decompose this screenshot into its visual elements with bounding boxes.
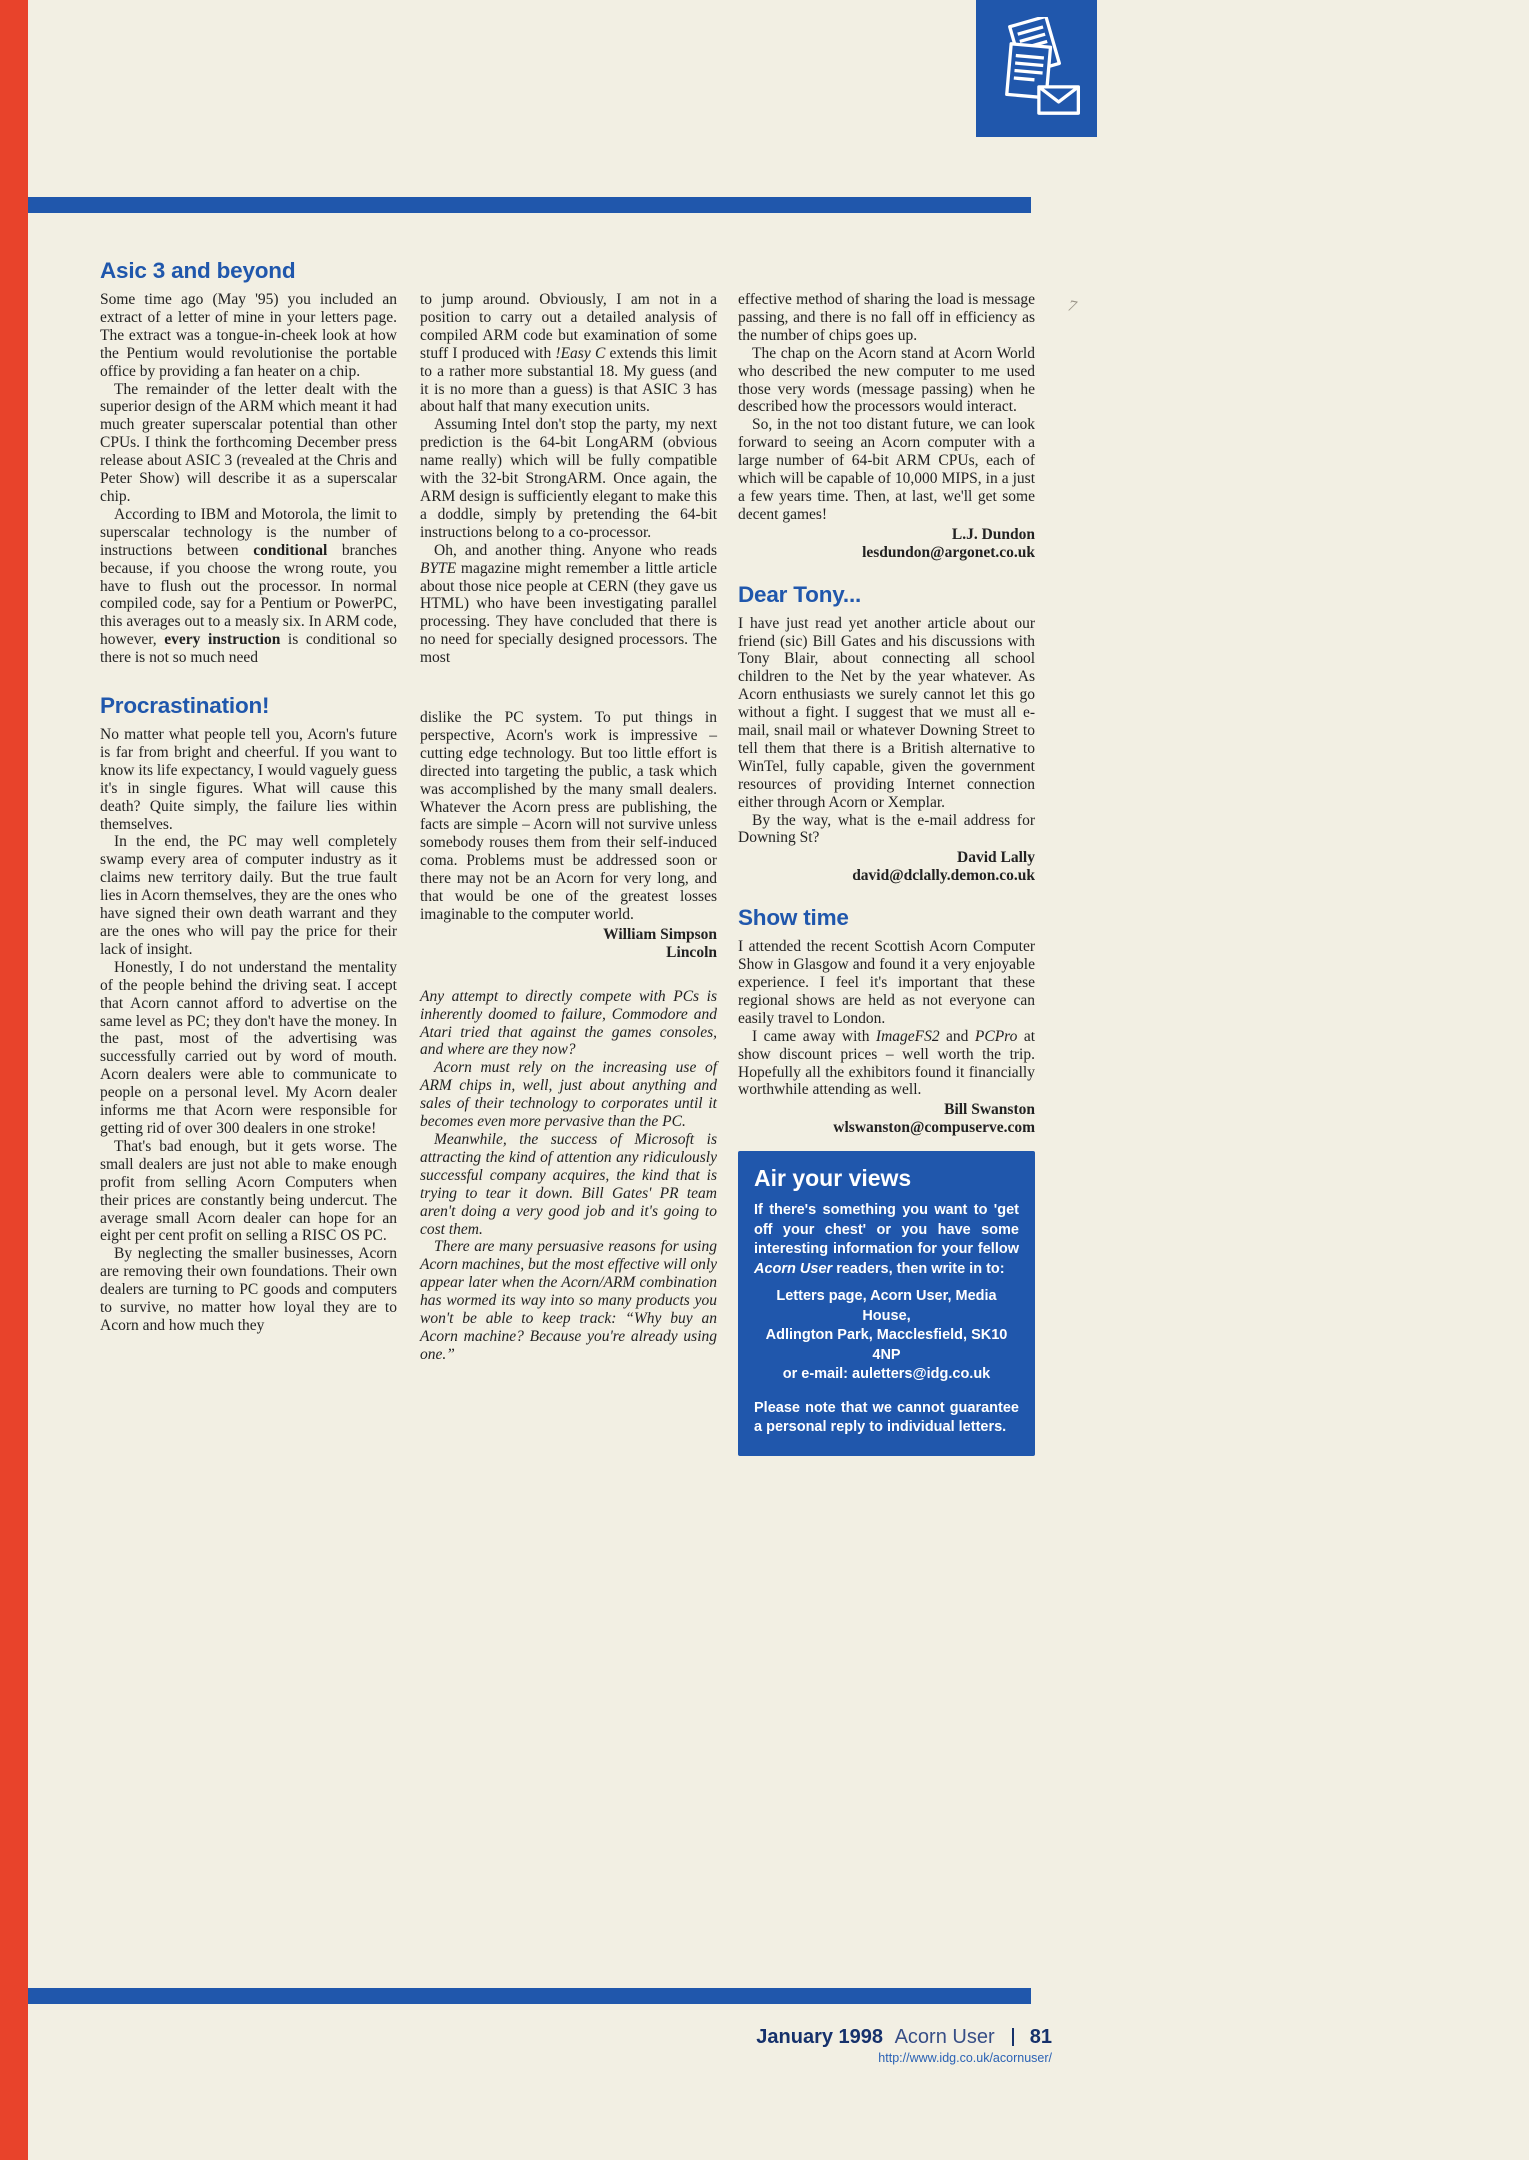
footer-magazine-name: Acorn User: [894, 2026, 995, 2048]
text-run: If there's something you want to 'get off your chest' or you have some interesting information for your fellow: [754, 1202, 1019, 1258]
footer-divider: [1012, 2028, 1014, 2046]
letters-postal-address: [754, 1287, 1019, 1385]
paragraph: dislike the PC system. To put things in perspective, Acorn's work is impressive – cutting edge technology. But too little effort is directed into targeting the public, a task which was accomplished by the many small dealers. Whatever the Acorn press are publishing, the facts are simple – Acorn will not survive unless somebody rouses them from their self-induced coma. Problems must be addressed soon or there may not be an Acorn for very long, and that would be one of the greatest losses imaginable to the computer world.: [420, 709, 717, 923]
footer-issue: January 1998: [756, 2026, 884, 2048]
paragraph: By neglecting the smaller businesses, Acorn are removing their own foundations. Their own dealers are turning to PC goods and computers to survive, no matter how loyal they are to Acorn and how much they: [100, 1245, 397, 1334]
letter-signature: Bill Swanston: [944, 1101, 1035, 1119]
letters-section-badge: [976, 0, 1097, 137]
paragraph: By the way, what is the e-mail address for Downing St?: [738, 811, 1035, 847]
documents-envelope-icon: [990, 17, 1084, 121]
paragraph: The chap on the Acorn stand at Acorn World who described the new computer to me used those very words (message passing) when he described how the processors would interact.: [738, 344, 1035, 416]
top-rule: [28, 197, 1031, 213]
paragraph: Some time ago (May '95) you included an extract of a letter of mine in your letters page. The extract was a tongue-in-cheek look at how the Pentium would revolutionise the portable office by providing a fan heater on a chip.: [100, 291, 397, 380]
air-your-views-note: Please note that we cannot guarantee a personal reply to individual letters.: [754, 1399, 1019, 1436]
letter-signature-email: lesdundon@argonet.co.uk: [862, 543, 1035, 561]
column-right: [738, 291, 1035, 1456]
paragraph: There are many persuasive reasons for using Acorn machines, but the most effective will only appear later when the Acorn/ARM combination has wormed its way into so many products you won't be able to keep track: “Why buy an Acorn machine? Because you're already using one.”: [420, 1238, 718, 1363]
paragraph: Honestly, I do not understand the mentality of the people behind the driving seat. I accept that Acorn cannot afford to advertise on the same level as PC; they don't have the money. In the past, most of the advertising was successfully carried out by word of mouth. Acorn dealers were able to communicate to people on a personal level. My Acorn dealer informs me that Acorn were responsible for getting rid of over 300 dealers in one stroke!: [100, 958, 397, 1137]
text-run: is conditional so there is not so much need: [100, 631, 398, 667]
italic-term: !Easy C: [555, 344, 606, 362]
column-left: [100, 258, 397, 1335]
paragraph: In the end, the PC may well completely swamp every area of computer industry as it claims new territory daily. But the true fault lies in Acorn themselves, they are the ones who have signed their own death warrant and they are the ones who will pay the price for their lack of insight.: [100, 833, 397, 958]
address-line: Letters page, Acorn User, Media House,: [776, 1288, 997, 1324]
pencil-mark: 7: [1066, 297, 1078, 316]
paragraph: Any attempt to directly compete with PCs is inherently doomed to failure, Commodore and Atari tried that against the games consoles, and where are they now?: [420, 987, 717, 1059]
paragraph: [420, 291, 717, 416]
paragraph: Assuming Intel don't stop the party, my next prediction is the 64-bit LongARM (obvious name really) which will be fully compatible with the 32-bit StrongARM. Once again, the ARM design is sufficiently elegant to make this a doddle, simply by pretending the 64-bit instructions belong to a co-processor.: [420, 416, 717, 541]
paragraph: [738, 1028, 1035, 1100]
letter-show-time: [738, 905, 1035, 1137]
paragraph: That's bad enough, but it gets worse. The small dealers are just not able to make enough profit from selling Acorn Computers when their prices are constantly being undercut. The average small Acorn dealer can hope for an eight per cent profit on selling a RISC OS PC.: [100, 1137, 397, 1245]
column-middle: [420, 291, 717, 1364]
air-your-views-title: Air your views: [754, 1165, 912, 1192]
letter-signature: William Simpson: [603, 925, 717, 943]
paragraph: effective method of sharing the load is message passing, and there is no fall off in efficiency as the number of chips goes up.: [738, 291, 1035, 344]
footer-issue-line: [28, 2026, 1052, 2049]
page-footer: [28, 2026, 1052, 2065]
text-run: According to IBM and Motorola, the limit to superscalar technology is the number of instructions between: [100, 505, 397, 559]
paragraph: The remainder of the letter dealt with the superior design of the ARM which meant it had much greater superscalar potential than other CPUs. I think the forthcoming December press release about ASIC 3 (revealed at the Chris and Peter Show) will describe it as a superscalar chip.: [100, 380, 397, 505]
paragraph: Meanwhile, the success of Microsoft is attracting the kind of attention any ridiculously successful company acquires, the kind that is trying to tear it down. Bill Gates' PR team aren't doing a very good job and it's going to cost them.: [420, 1130, 717, 1238]
text-run: extends this limit to a rather more substantial 18. My guess (and it is no more than a guess) is that ASIC 3 has about half that many execution units.: [420, 344, 717, 416]
letter-procrastination-col2: [420, 709, 717, 1364]
address-email-line: or e-mail: auletters@idg.co.uk: [782, 1366, 991, 1383]
text-run: and: [939, 1027, 975, 1045]
paragraph: [420, 542, 717, 667]
text-run: readers, then write in to:: [832, 1260, 1005, 1277]
letter-signature: L.J. Dundon: [951, 525, 1035, 543]
text-run: at show discount prices – well worth the trip. Hopefully all the exhibitors found it financially worthwhile attending as well.: [738, 1027, 1036, 1099]
letter-signature-email: david@dclally.demon.co.uk: [852, 867, 1035, 885]
bold-term: every instruction: [164, 631, 281, 649]
italic-term: PCPro: [974, 1027, 1018, 1045]
text-run: I came away with: [752, 1027, 876, 1045]
text-run: Oh, and another thing. Anyone who reads: [434, 541, 717, 559]
letter-asic3-col1: [100, 258, 397, 667]
footer-page-number: 81: [1029, 2026, 1052, 2048]
air-your-views-box: [738, 1151, 1035, 1456]
italic-term: ImageFS2: [875, 1027, 940, 1045]
paragraph: Acorn must rely on the increasing use of ARM chips in, well, just about anything and sales of their technology to corporates until it becomes even more pervasive than the PC.: [420, 1059, 717, 1131]
letter-signature-location: Lincoln: [666, 943, 717, 961]
letter-dear-tony: [738, 582, 1035, 886]
bold-term: conditional: [253, 541, 328, 559]
paragraph: [100, 506, 397, 667]
text-run: branches because, if you choose the wrong route, you have to flush out the processor. In normal compiled code, say for a Pentium or PowerPC, this averages out to a measly six. In ARM code, however,: [100, 541, 397, 649]
letter-asic3-col3: [738, 291, 1035, 562]
paragraph: I have just read yet another article about our friend (sic) Bill Gates and his discussions with Tony Blair, about connecting all school children to the Net by the year whatever. As Acorn enthusiasts we surely cannot let this go without a fight. I suggest that we must all e-mail, snail mail or whatever Downing Street to tell them that there is a British alternative to WinTel, fully capable, given the government resources of providing Internet connection either through Acorn or Xemplar.: [738, 614, 1035, 811]
left-margin-bar: [0, 0, 28, 2160]
paragraph: No matter what people tell you, Acorn's future is far from bright and cheerful. If you want to know its life expectancy, I would vaguely guess it's in single figures. What will cause this death? Quite simply, the failure lies within themselves.: [100, 726, 397, 833]
editor-reply: [420, 988, 717, 1364]
letter-asic3-col2: [420, 291, 717, 667]
letter-title-dear-tony: Dear Tony...: [738, 581, 862, 607]
text-run: magazine might remember a little article about those nice people at CERN (they gave us HTML) who have been investigating parallel processing. They have concluded that there is no need for specially designed processors. The most: [420, 559, 717, 667]
italic-term: Acorn User: [754, 1260, 833, 1277]
letter-title-asic3: Asic 3 and beyond: [100, 258, 296, 283]
address-line: Adlington Park, Macclesfield, SK10 4NP: [765, 1327, 1008, 1363]
bottom-rule: [28, 1988, 1031, 2004]
letter-signature: David Lally: [957, 849, 1035, 867]
letter-title-show-time: Show time: [738, 905, 849, 931]
letter-signature-email: wlswanston@compuserve.com: [833, 1119, 1035, 1137]
paragraph: I attended the recent Scottish Acorn Computer Show in Glasgow and found it a very enjoyable experience. I feel it's important that these regional shows are held as not everyone can easily travel to London.: [738, 938, 1035, 1027]
air-your-views-intro: [754, 1201, 1019, 1279]
footer-url: http://www.idg.co.uk/acornuser/: [878, 2051, 1052, 2065]
paragraph: So, in the not too distant future, we can look forward to seeing an Acorn computer with a large number of 64-bit ARM CPUs, each of which will be capable of 10,000 MIPS, in a just a few years time. Then, at last, we'll get some decent games!: [738, 416, 1035, 523]
letter-title-procrastination: Procrastination!: [100, 693, 270, 719]
letter-procrastination-col1: [100, 693, 397, 1335]
italic-term: BYTE: [420, 559, 457, 577]
text-run: to jump around. Obviously, I am not in a position to carry out a detailed analysis of compiled ARM code but examination of some stuff I produced with: [420, 291, 717, 362]
